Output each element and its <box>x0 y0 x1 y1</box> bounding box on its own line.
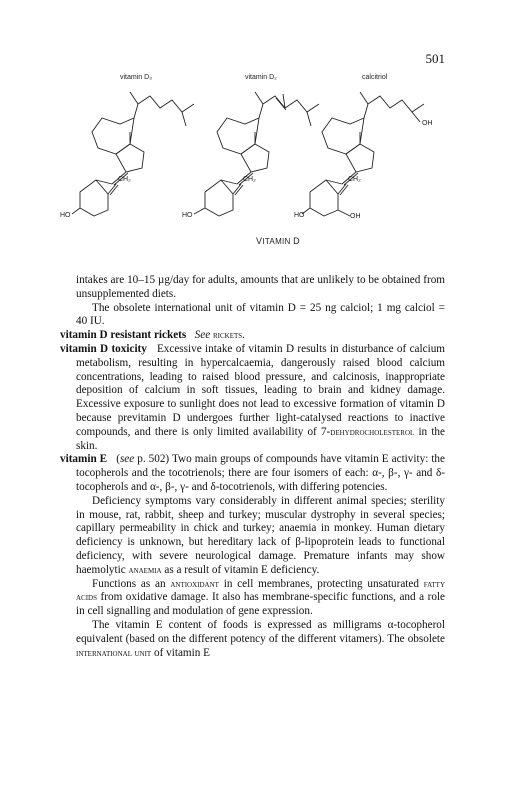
vitamin-d3-ch2-label: CH₂ <box>118 176 131 183</box>
structural-formulas-drawing <box>60 72 450 232</box>
paragraph-international-unit: The obsolete international unit of vitamin D = 25 ng calciol; 1 mg calciol = 40 IU. <box>76 301 445 328</box>
calcitriol-label: calcitriol <box>362 74 388 81</box>
cross-reference: antioxidant <box>170 578 219 590</box>
entry-vitamin-d-resistant-rickets: vitamin D resistant rickets See rickets. <box>60 329 245 342</box>
vitamin-d3-label: vitamin D₃ <box>120 74 153 81</box>
vitamin-d2-ho-label: HO <box>182 212 193 219</box>
cross-reference: fatty acids <box>76 578 446 604</box>
vitamin-d3-structure <box>72 92 194 216</box>
paragraph-content: The vitamin E content of foods is expressed as milligrams α-tocopherol equivalent (based on the different potency of the different vitamers). The obsolete international unit of vitamin E <box>76 618 445 659</box>
cross-reference: rickets <box>212 330 243 342</box>
calcitriol-ch2-label: CH₂ <box>348 176 361 183</box>
cross-reference: international unit <box>76 647 152 659</box>
dictionary-text <box>60 274 445 660</box>
calcitriol-ho-label: HO <box>294 212 305 219</box>
headword: vitamin D resistant rickets <box>60 329 187 342</box>
calcitriol-structure <box>302 92 424 216</box>
paragraph-deficiency: Deficiency symptoms vary considerably in different animal species; sterility in mouse, rat, rabbit, sheep and turkey; muscular dystrophy in several species; capillary permeability in chick and turkey; anaemia in monkey. Human dietary deficiency is unknown, but hereditary lack of β-lipoprotein leads to functional deficiency, with severe neurological damage. Premature infants may show haemolytic anaemia as a result of vitamin E deficiency. <box>76 494 445 576</box>
calcitriol-oh-chain-label: OH <box>422 120 433 127</box>
vitamin-d3-ho-label: HO <box>60 212 71 219</box>
vitamin-d2-structure <box>194 92 319 216</box>
figure-caption: VITAMIN D <box>256 236 300 246</box>
vitamin-d2-label: vitamin D₂ <box>245 74 277 81</box>
entry-vitamin-d-toxicity: vitamin D toxicity Excessive intake of vitamin D results in disturbance of calcium metabolism, resulting in hypercalcaemia, dangerously raised blood calcium concentrations, leading to raised blood pressure, and calcinosis, inappropriate deposition of calcium in soft tissues, leading to brain and kidney damage. Excessive exposure to sunlight does not lead to excessive formation of vitamin D because previtamin D undergoes further light-catalysed reactions to inactive compounds, and there is only limited availability of 7-dehydrocholesterol in the skin. <box>60 342 446 452</box>
vitamin-d-structures-figure <box>60 72 450 260</box>
paragraph-functions: Functions as an antioxidant in cell membranes, protecting unsaturated fatty acids from oxidative damage. It also has membrane-specific functions, and a role in cell signalling and modulation of gene expression. <box>76 577 446 618</box>
calcitriol-oh-ring-label: OH <box>350 213 361 220</box>
headword: vitamin D toxicity <box>60 342 147 355</box>
vitamin-d2-ch2-label: CH₂ <box>243 176 256 183</box>
cross-reference: anaemia <box>128 564 162 576</box>
continued-paragraph: intakes are 10–15 µg/day for adults, amounts that are unlikely to be obtained from unsupplemented diets. <box>76 274 445 300</box>
headword: vitamin E <box>60 453 108 466</box>
page-number: 501 <box>425 51 445 66</box>
entry-vitamin-e: vitamin E (see p. 502) Two main groups of compounds have vitamin E activity: the tocopherols and the tocotrienols; there are four isomers of each: α-, β-, γ- and δ-tocopherols and α-, β-, γ- and δ-tocotrienols, with differing potencies. <box>60 453 445 493</box>
cross-reference: dehydrocholesterol <box>330 426 415 438</box>
